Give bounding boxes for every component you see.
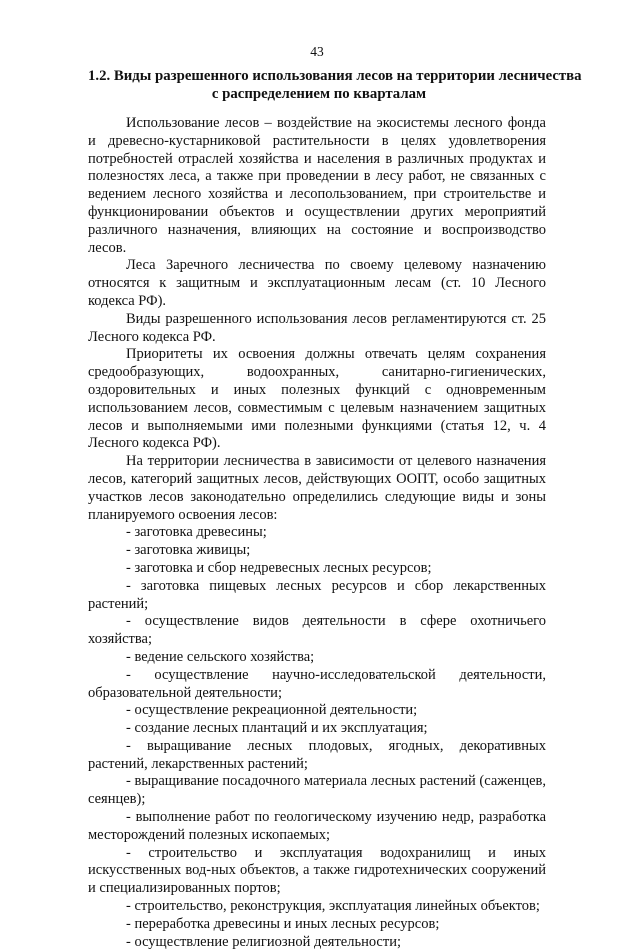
- paragraph: Виды разрешенного использования лесов регламентируются ст. 25 Лесного кодекса РФ.: [88, 310, 546, 345]
- list-item: - выращивание лесных плодовых, ягодных, декоративных растений, лекарственных растений;: [88, 737, 546, 772]
- list-item: - переработка древесины и иных лесных ресурсов;: [126, 915, 440, 932]
- list-item: - заготовка древесины;: [126, 524, 267, 541]
- list-item: - выполнение работ по геологическому изучению недр, разработка месторождений полезных ископаемых;: [88, 809, 546, 843]
- list-item: - заготовка пищевых лесных ресурсов и сбор лекарственных растений;: [88, 577, 546, 612]
- list-item: - строительство, реконструкция, эксплуатация линейных объектов;: [126, 898, 540, 915]
- list-item: - осуществление религиозной деятельности;: [126, 933, 401, 950]
- list-item: - осуществление видов деятельности в сфере охотничьего хозяйства;: [88, 613, 546, 648]
- list-item: - ведение сельского хозяйства;: [126, 648, 315, 665]
- list-item: - строительство и эксплуатация водохранилищ и иных искусственных вод-ных объектов, а также гидротехнических сооружений и специализированных портов;: [88, 844, 546, 897]
- list-item: - осуществление научно-исследовательской деятельности, образовательной деятельности;: [88, 666, 546, 701]
- paragraph: Приоритеты их освоения должны отвечать целям сохранения средообразующих, водоохранных, санитарно-гигиенических, оздоровительных и иных полезных функций с одновременным использованием лесов, совместимым с целевым назначением защитных лесов и выполняемыми ими полезными функциями (статья 12, ч. 4 Лесного кодекса РФ).: [88, 346, 546, 452]
- list-item: - заготовка живицы;: [126, 542, 251, 559]
- paragraph: Использование лесов – воздействие на экосистемы лесного фонда и древесно-кустарниковой растительности в целях удовлетворения потребностей отраслей хозяйства и населения в различных продуктах и полезностях леса, а также при проведении в лесу работ, не связанных с ведением лесного хозяйства и лесопользованием, при строительстве и функционировании объектов и осуществлении других мероприятий различного назначения, влияющих на состояние и воспроизводство лесов.: [88, 115, 546, 256]
- page-number: 43: [310, 44, 324, 59]
- section-title-line-1: 1.2. Виды разрешенного использования лесов на территории лесничества: [88, 68, 582, 84]
- section-title: [88, 67, 582, 103]
- paragraph: На территории лесничества в зависимости от целевого назначения лесов, категорий защитных лесов, действующих ООПТ, особо защитных участков лесов законодательно определились следующие виды и зоны планируемого освоения лесов:: [88, 453, 546, 523]
- document-body: [88, 115, 546, 951]
- list-item: - создание лесных плантаций и их эксплуатация;: [126, 720, 428, 737]
- list-item: - заготовка и сбор недревесных лесных ресурсов;: [126, 559, 432, 576]
- list-item: - осуществление рекреационной деятельности;: [126, 702, 418, 719]
- section-title-line-2: с распределением по кварталам: [211, 86, 427, 102]
- paragraph: Леса Заречного лесничества по своему целевому назначению относятся к защитным и эксплуатационным лесам (ст. 10 Лесного кодекса РФ).: [88, 257, 546, 309]
- list-item: - выращивание посадочного материала лесных растений (саженцев, сеянцев);: [88, 773, 546, 808]
